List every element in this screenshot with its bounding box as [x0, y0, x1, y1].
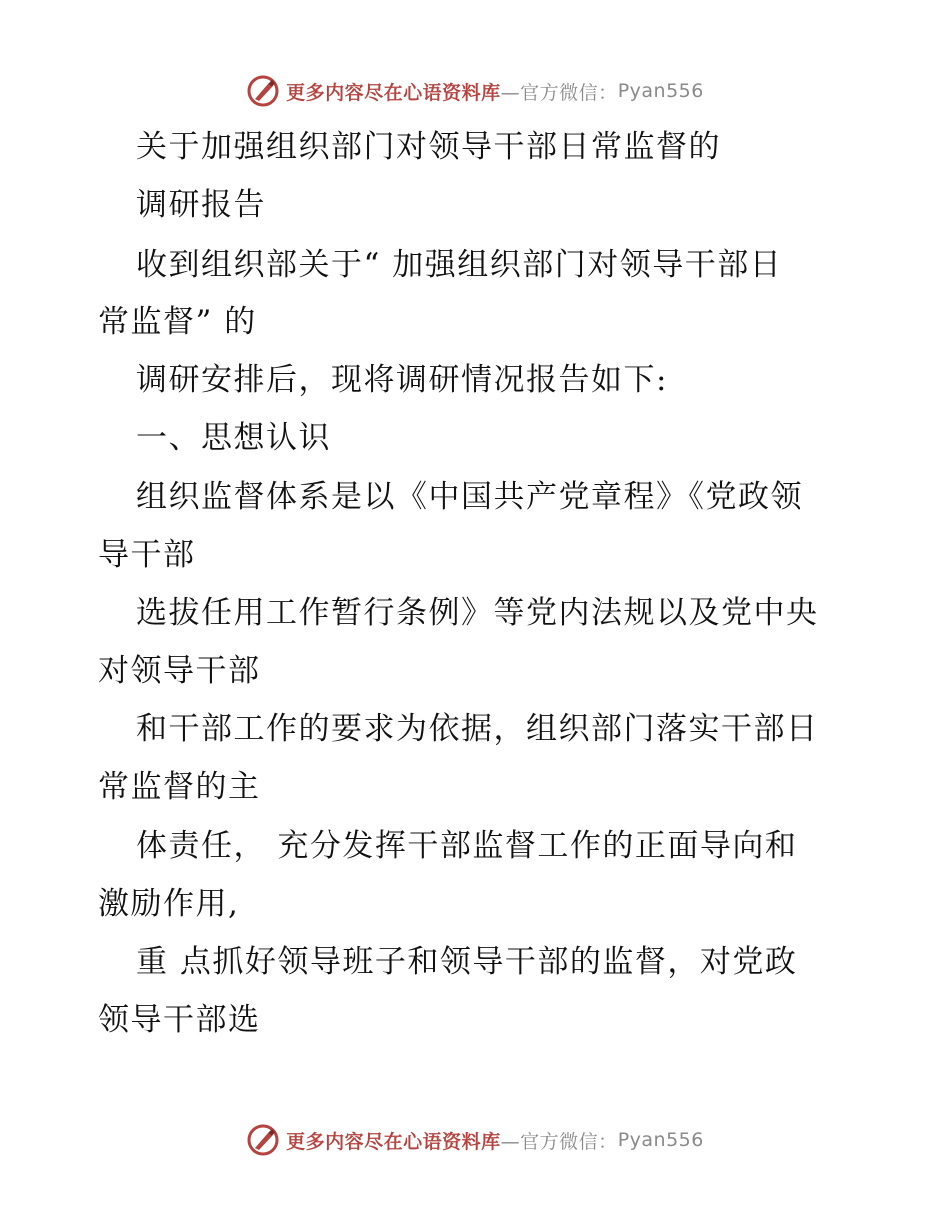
banner-wechat-id: Pyan556 [617, 80, 704, 102]
paragraph-line: 调研安排后，现将调研情况报告如下: [136, 362, 668, 398]
banner-wechat-label: —官方微信： [500, 81, 618, 104]
doc-title-line-1: 关于加强组织部门对领导干部日常监督的 [136, 129, 721, 165]
banner-title-text: 更多内容尽在心语资料库 [286, 1130, 501, 1153]
section-heading: 一、思想认识 [136, 420, 331, 456]
banner-wechat-label: —官方微信： [500, 1130, 618, 1153]
paragraph-line: 导干部 [98, 537, 196, 573]
paragraph-line: 领导干部选 [98, 1002, 261, 1038]
paragraph-line: 体责任， 充分发挥干部监督工作的正面导向和 [136, 828, 798, 864]
paragraph-line: 常监督” 的 [98, 304, 257, 340]
paragraph-line: 重 点抓好领导班子和领导干部的监督，对党政 [136, 944, 798, 980]
paragraph-line: 收到组织部关于“ 加强组织部门对领导干部日 [136, 247, 783, 283]
paragraph-line: 激励作用, [98, 886, 240, 922]
paragraph-line: 选拔任用工作暂行条例》等党内法规以及党中央 [136, 595, 819, 631]
paragraph-line: 组织监督体系是以《中国共产党章程》《党政领 [136, 479, 803, 515]
paragraph-line: 对领导干部 [98, 653, 261, 689]
doc-title-line-2: 调研报告 [136, 187, 266, 223]
banner-title-text: 更多内容尽在心语资料库 [286, 81, 501, 104]
pen-circle-logo-icon [246, 1123, 280, 1157]
banner-wechat-id: Pyan556 [617, 1129, 704, 1151]
paragraph-line: 常监督的主 [98, 769, 261, 805]
paragraph-line: 和干部工作的要求为依据，组织部门落实干部日 [136, 711, 819, 747]
footer-watermark-banner [0, 1120, 950, 1160]
